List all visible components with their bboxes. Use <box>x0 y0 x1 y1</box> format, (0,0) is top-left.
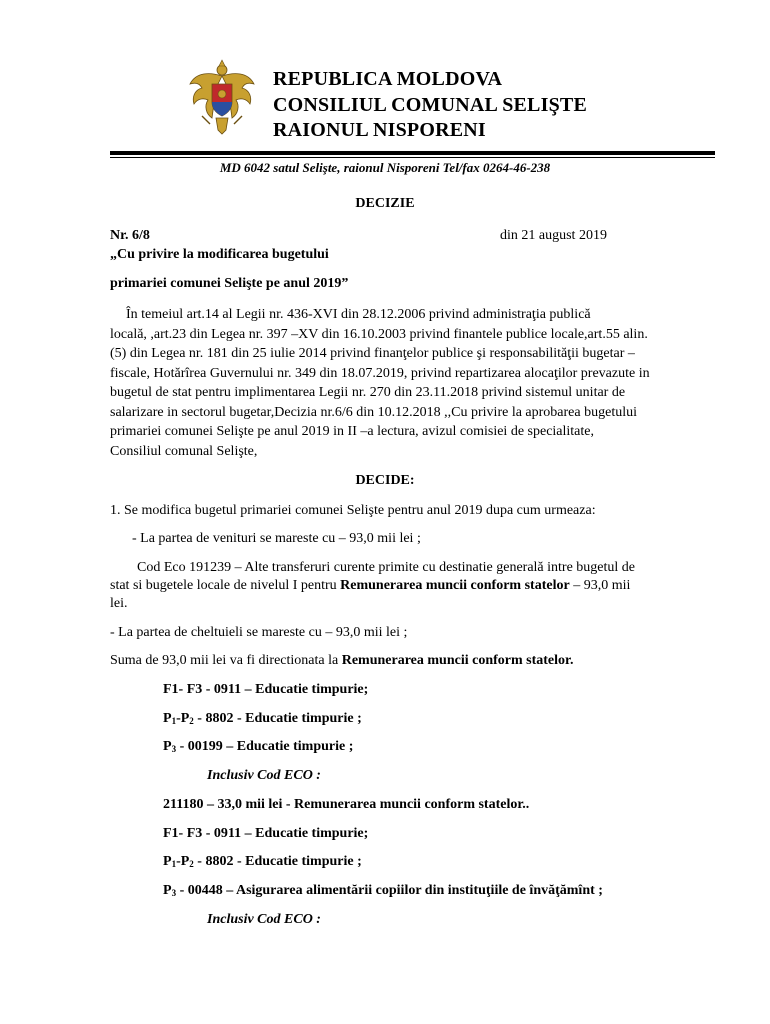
amount-direction <box>110 653 573 669</box>
eco-code-line1: Cod Eco 191239 – Alte transferuri curente primite cu destinatie generală intre bugetul de <box>137 560 635 575</box>
preamble-line: (5) din Legea nr. 181 din 25 iulie 2014 privind finanţelor publice şi responsabilităţii bugetar – <box>110 346 635 361</box>
revenue-increase: - La partea de venituri se mareste cu – 93,0 mii lei ; <box>132 531 421 546</box>
expense-increase: - La partea de cheltuieli se mareste cu – 93,0 mii lei ; <box>110 625 408 640</box>
header-divider-thin <box>110 157 715 158</box>
p-subscript: 2 <box>189 716 194 726</box>
classification-p3-2 <box>163 883 603 899</box>
preamble-line: fiscale, Hotărîrea Guvernului nr. 349 din 18.07.2019, privind repartizarea alocaţilor prevazute in <box>110 365 650 381</box>
header-divider-thick <box>110 151 715 155</box>
amount-direction-text: Suma de 93,0 mii lei va fi directionata la <box>110 653 342 668</box>
p-label: P <box>163 854 172 869</box>
p-label: -P <box>176 854 190 869</box>
header-district: RAIONUL NISPORENI <box>273 119 486 141</box>
preamble-line: locală, ,art.23 din Legea nr. 397 –XV din 16.10.2003 privind finantele publice locale,art.55 alin. <box>110 326 648 342</box>
p-subscript: 1 <box>171 859 177 869</box>
p-text: - 8802 - Educatie timpurie ; <box>193 854 362 869</box>
p-text: - 00448 – Asigurarea alimentării copiilor din instituţiile de învăţămînt ; <box>176 883 603 898</box>
p-label: -P <box>176 711 190 726</box>
classification-p3 <box>163 739 353 755</box>
p-label: P <box>163 739 172 754</box>
preamble-line: În temeiul art.14 al Legii nr. 436-XVI din 28.12.2006 privind administraţia publică <box>126 307 591 322</box>
p-subscript: 2 <box>189 859 194 869</box>
decision-subject-line2: primariei comunei Selişte pe anul 2019” <box>110 276 349 291</box>
p-subscript: 3 <box>171 888 177 898</box>
address-line: MD 6042 satul Selişte, raionul Nisporeni Tel/fax 0264-46-238 <box>219 160 551 175</box>
decision-number: Nr. 6/8 <box>110 228 150 243</box>
p-subscript: 1 <box>171 716 177 726</box>
eco-code-line2 <box>110 578 630 594</box>
p-text: - 8802 - Educatie timpurie ; <box>193 711 362 726</box>
eco-code-line3: lei. <box>110 596 128 611</box>
p-label: P <box>163 711 172 726</box>
eco-code-amount: – 93,0 mii <box>569 578 631 593</box>
coat-of-arms-emblem <box>186 58 258 138</box>
eco-code-purpose: Remunerarea muncii conform statelor <box>340 578 570 593</box>
header-country: REPUBLICA MOLDOVA <box>273 68 503 90</box>
p-label: P <box>163 883 172 898</box>
preamble-line: salarizare in sectorul bugetar,Decizia nr.6/6 din 10.12.2018 ,,Cu privire la aprobarea bugetului <box>110 404 637 420</box>
eco-code-text: stat si bugetele locale de nivelul I pentru <box>110 578 341 593</box>
decide-heading: DECIDE: <box>355 473 415 488</box>
document-title: DECIZIE <box>355 196 415 211</box>
decision-subject-line1: „Cu privire la modificarea bugetului <box>110 247 329 262</box>
preamble-line: primariei comunei Selişte pe anul 2019 in II –a lectura, avizul comisiei de specialitate, <box>110 424 594 439</box>
remuneration-line: 211180 – 33,0 mii lei - Remunerarea muncii conform statelor.. <box>163 797 530 812</box>
preamble-line: bugetul de stat pentru implimentarea Legii nr. 270 din 23.11.2018 privind sistemul unitar de <box>110 385 626 400</box>
classification-p1 <box>163 711 362 727</box>
p-subscript: 3 <box>171 744 177 754</box>
classification-p1-2 <box>163 854 362 870</box>
amount-direction-purpose: Remunerarea muncii conform statelor. <box>341 653 574 668</box>
preamble-line: Consiliul comunal Selişte, <box>110 443 258 459</box>
item-1: 1. Se modifica bugetul primariei comunei Selişte pentru anul 2019 dupa cum urmeaza: <box>110 503 596 518</box>
classification-f1: F1- F3 - 0911 – Educatie timpurie; <box>163 682 369 697</box>
header-council: CONSILIUL COMUNAL SELIŞTE <box>273 94 587 116</box>
including-eco-code: Inclusiv Cod ECO : <box>207 768 321 783</box>
p-text: - 00199 – Educatie timpurie ; <box>176 739 354 754</box>
classification-f1-2: F1- F3 - 0911 – Educatie timpurie; <box>163 826 369 841</box>
including-eco-code-2: Inclusiv Cod ECO : <box>207 912 321 927</box>
preamble <box>110 305 690 461</box>
decision-date: din 21 august 2019 <box>500 228 607 243</box>
